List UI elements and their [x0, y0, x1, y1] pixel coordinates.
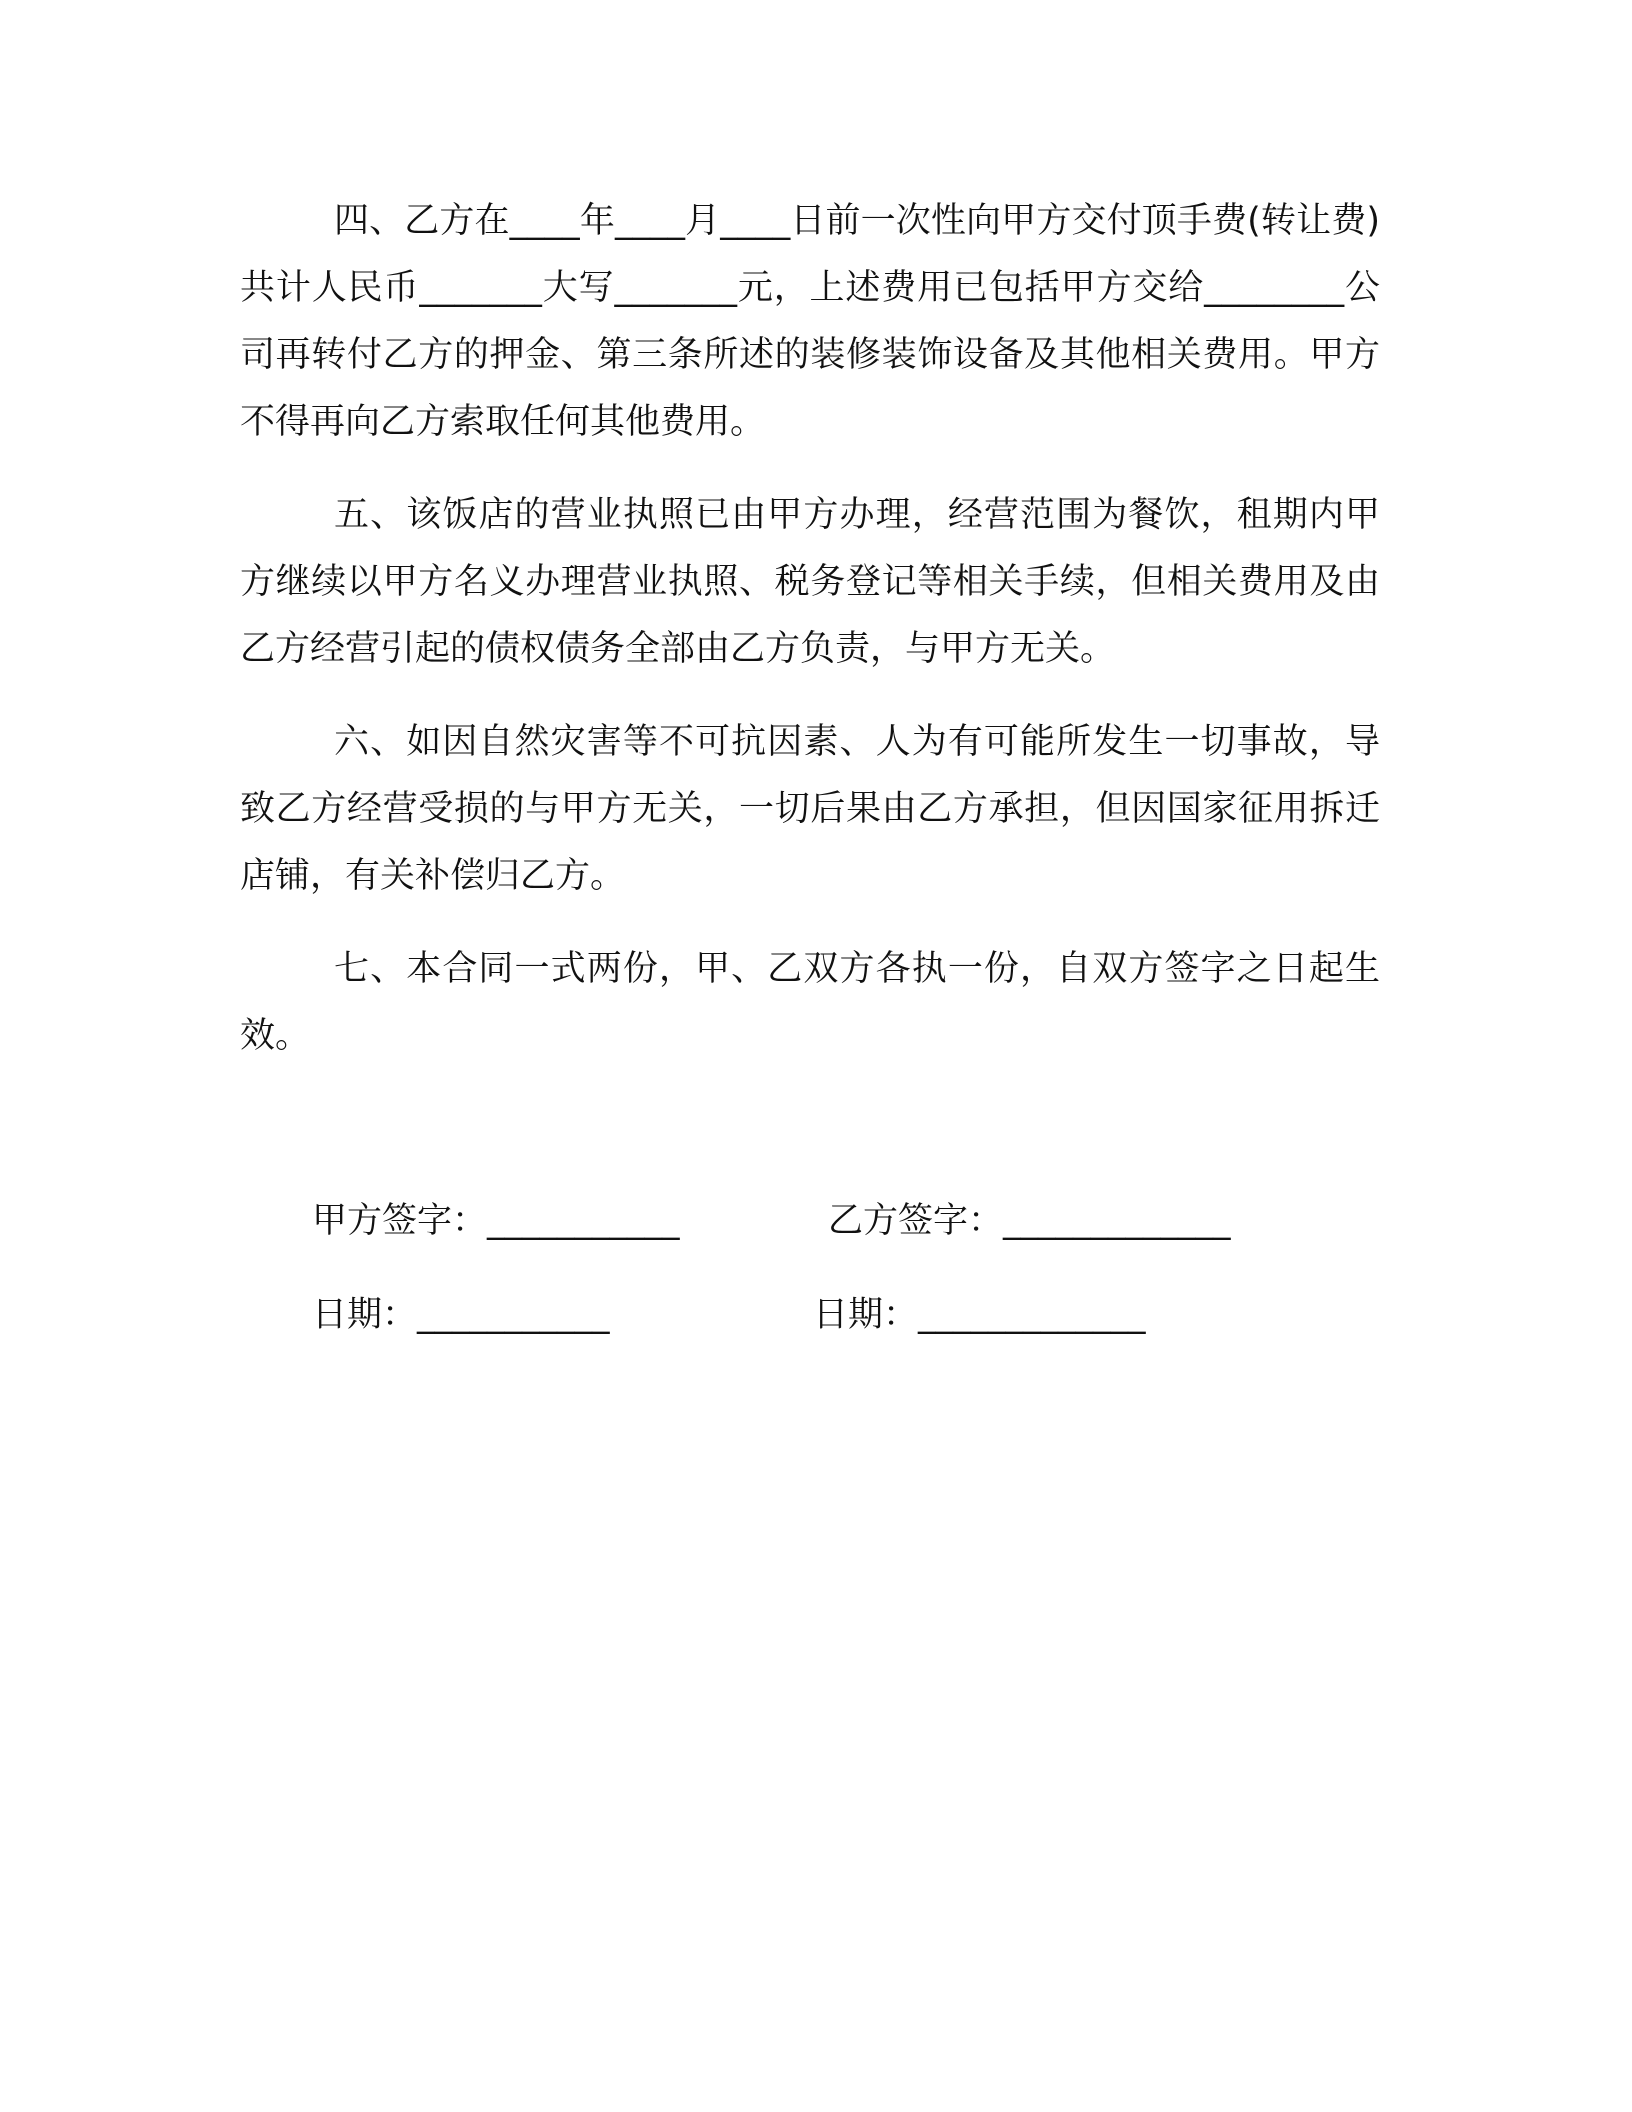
clause-four: 四、乙方在____年____月____日前一次性向甲方交付顶手费(转让费)共计人民币_______大写_______元，上述费用已包括甲方交给________公司再转付乙方的押金、第三条所述的装修装饰设备及其他相关费用。甲方不得再向乙方索取任何其他费用。	[240, 201, 1380, 442]
contract-body	[240, 188, 1380, 1096]
clause-five: 五、该饭店的营业执照已由甲方办理，经营范围为餐饮，租期内甲方继续以甲方名义办理营业执照、税务登记等相关手续，但相关费用及由乙方经营引起的债权债务全部由乙方负责，与甲方无关。	[240, 495, 1380, 669]
party-b-signature-line: 乙方签字：_____________	[828, 1201, 1231, 1241]
clause-six: 六、如因自然灾害等不可抗因素、人为有可能所发生一切事故，导致乙方经营受损的与甲方无关，一切后果由乙方承担，但因国家征用拆迁店铺，有关补偿归乙方。	[240, 722, 1380, 896]
party-a-signature-line: 甲方签字：___________	[312, 1201, 680, 1241]
party-a-date-line: 日期：___________	[312, 1295, 610, 1335]
party-b-date-line: 日期：_____________	[813, 1295, 1146, 1335]
clause-seven: 七、本合同一式两份，甲、乙双方各执一份，自双方签字之日起生效。	[240, 949, 1380, 1056]
